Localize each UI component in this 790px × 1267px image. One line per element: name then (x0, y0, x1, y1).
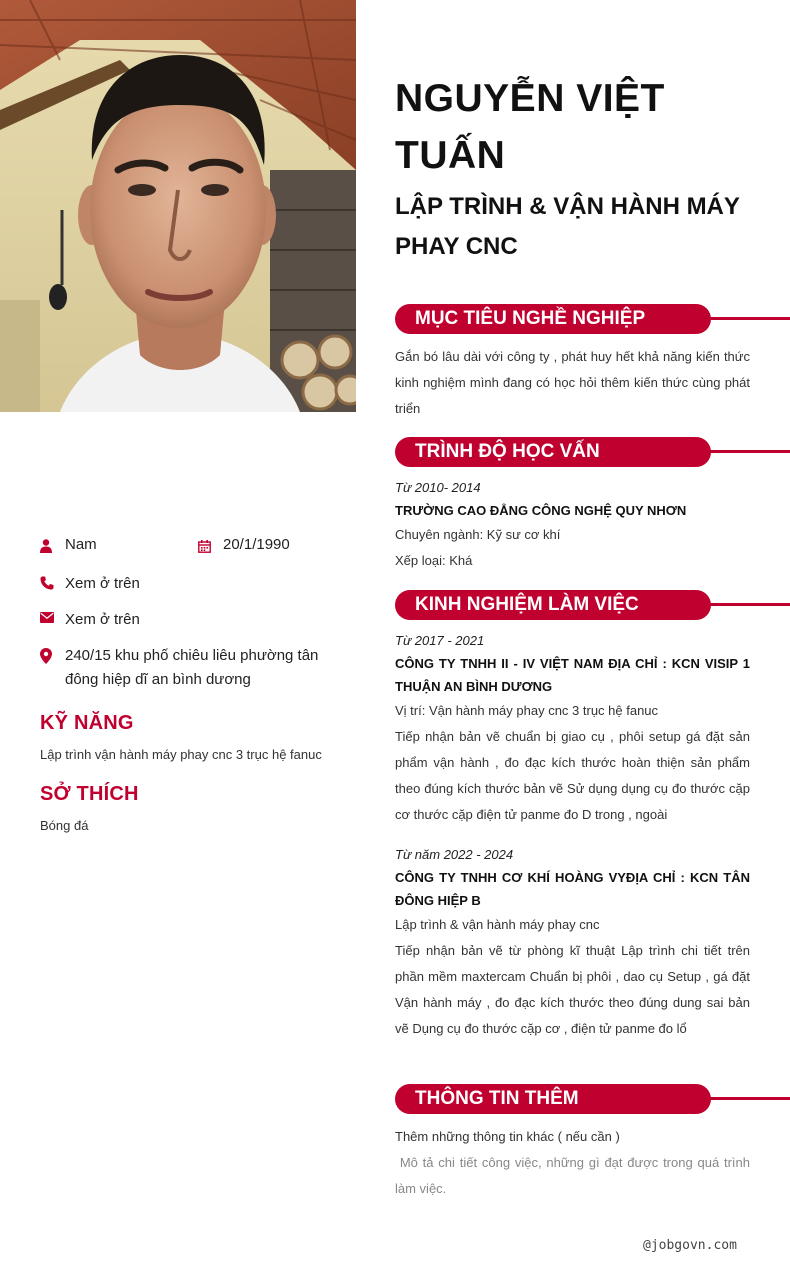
objective-text: Gắn bó lâu dài với công ty , phát huy hết khả năng kiến thức kinh nghiệm mình đang có học hỏi thêm kiến thức cùng phát triển (395, 349, 750, 416)
phone-icon (40, 572, 65, 590)
job-title: LẬP TRÌNH & VẬN HÀNH MÁY PHAY CNC (395, 193, 740, 260)
job-description: Tiếp nhận bản vẽ từ phòng kĩ thuật Lập trình chi tiết trên phần mềm maxtercam Chuẩn bị phôi , dao cụ Setup , gá đặt Vận hành máy , đo đạc kích thước theo đúng dung sai bản vẽ Dụng cụ đo thước cặp cơ , điện tử panme đo lổ (395, 943, 750, 1036)
objective-section (395, 344, 750, 422)
sidebar (0, 0, 356, 1267)
education-grade: Xếp loại: Khá (395, 553, 473, 568)
school-name: TRƯỜNG CAO ĐẲNG CÔNG NGHỆ QUY NHƠN (395, 503, 687, 518)
job-position: Lập trình & vận hành máy phay cnc (395, 917, 600, 932)
hobbies-heading: SỞ THÍCH (40, 783, 139, 805)
skills-section (40, 712, 350, 765)
experience-heading: KINH NGHIỆM LÀM VIỆC (395, 590, 711, 620)
watermark: @jobgovn.com (643, 1238, 737, 1253)
education-header (395, 437, 790, 467)
job-description: Tiếp nhận bản vẽ chuẩn bị giao cụ , phôi setup gá đặt sản phẩm vận hành , đo đạc kích thước hoàn thiện sản phẩm theo đúng kích thước bản vẽ Sử dụng dụng cụ đo thước cặp cơ thước cặp điện tử panme đo D trong , ngoài (395, 729, 750, 822)
education-period: Từ 2010- 2014 (395, 480, 481, 495)
skills-heading: KỸ NĂNG (40, 712, 134, 734)
full-name: NGUYỄN VIỆT TUẤN (395, 77, 665, 177)
skills-text: Lập trình vận hành máy phay cnc 3 trục hệ fanuc (40, 747, 322, 762)
calendar-icon (198, 534, 223, 560)
objective-header (395, 304, 790, 334)
experience-header (395, 590, 790, 620)
profile-photo (0, 0, 356, 412)
job-position: Vị trí: Vận hành máy phay cnc 3 trục hệ fanuc (395, 703, 659, 718)
company-name: CÔNG TY TNHH II - IV VIỆT NAM ĐỊA CHỈ : KCN VISIP 1 THUẬN AN BÌNH DƯƠNG (395, 656, 750, 694)
experience-job-2 (395, 844, 750, 1042)
person-icon (40, 534, 65, 560)
education-section (395, 477, 750, 574)
extra-header (395, 1084, 790, 1114)
education-major: Chuyên ngành: Kỹ sư cơ khí (395, 527, 561, 542)
experience-job-1 (395, 630, 750, 828)
hobbies-section (40, 783, 350, 836)
email-value: Xem ở trên (65, 611, 140, 628)
job-period: Từ năm 2022 - 2024 (395, 847, 514, 862)
education-heading: TRÌNH ĐỘ HỌC VẤN (395, 437, 711, 467)
email-icon (40, 608, 65, 623)
objective-heading: MỤC TIÊU NGHỀ NGHIỆP (395, 304, 711, 334)
extra-line-2: Mô tả chi tiết công việc, những gì đạt được trong quá trình làm việc. (395, 1155, 754, 1196)
phone-value: Xem ở trên (65, 575, 140, 592)
hobbies-text: Bóng đá (40, 818, 89, 833)
extra-line-1: Thêm những thông tin khác ( nếu cần ) (395, 1129, 620, 1144)
job-period: Từ 2017 - 2021 (395, 633, 485, 648)
extra-section (395, 1124, 754, 1202)
address-value: 240/15 khu phố chiêu liêu phường tân đông hiệp dĩ an bình dương (65, 647, 319, 688)
company-name: CÔNG TY TNHH CƠ KHÍ HOÀNG VYĐỊA CHỈ : KCN TÂN ĐÔNG HIỆP B (395, 870, 750, 908)
gender-value: Nam (65, 536, 97, 553)
extra-heading: THÔNG TIN THÊM (395, 1084, 711, 1114)
location-pin-icon (40, 644, 65, 664)
birthday-value: 20/1/1990 (223, 536, 290, 553)
contact-info (40, 534, 340, 704)
